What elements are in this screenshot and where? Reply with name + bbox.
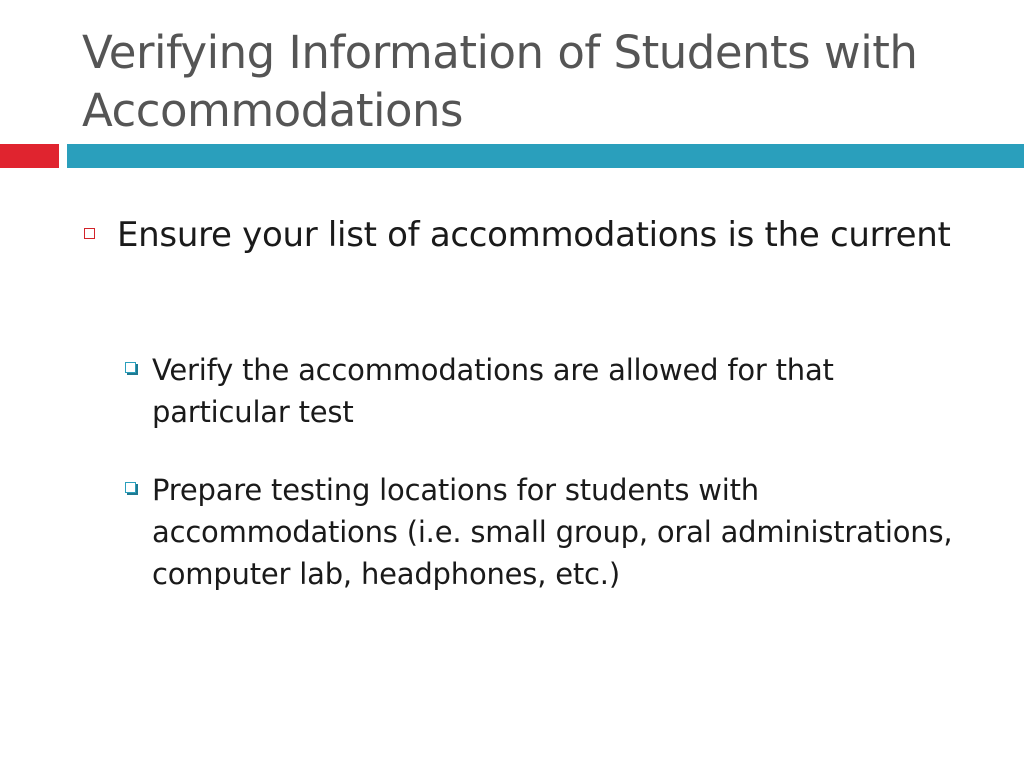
- title-accent-bar-blue: [67, 144, 1024, 168]
- shadowed-square-bullet-icon: [125, 482, 136, 493]
- bullet-item: [84, 212, 974, 258]
- sub-bullet-item: [125, 469, 975, 595]
- sub-bullet-text: Verify the accommodations are allowed for that particular test: [152, 353, 834, 429]
- shadowed-square-bullet-icon: [125, 362, 136, 373]
- bullet-text: Ensure your list of accommodations is the current: [117, 215, 951, 255]
- sub-bullet-item: [125, 349, 975, 433]
- sub-bullet-text: Prepare testing locations for students with accommodations (i.e. small group, oral administrations, computer lab, headphones, etc.): [152, 473, 953, 591]
- slide-title: Verifying Information of Students with Accommodations: [82, 26, 918, 137]
- hollow-square-bullet-icon: [84, 228, 95, 239]
- title-accent-bar-red: [0, 144, 59, 168]
